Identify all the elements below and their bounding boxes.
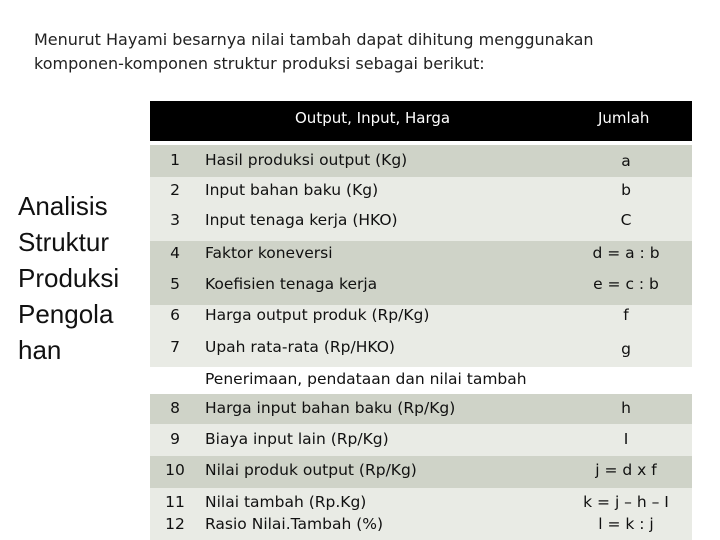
- row-amount: j = d x f: [595, 461, 657, 479]
- table-row: [150, 338, 692, 368]
- row-description: Upah rata-rata (Rp/HKO): [205, 338, 395, 356]
- table-row: [150, 179, 692, 209]
- row-amount: g: [621, 340, 631, 358]
- row-amount: d = a : b: [592, 244, 660, 262]
- row-amount: a: [621, 152, 631, 170]
- row-number: 11: [165, 493, 185, 511]
- table-row: [150, 394, 692, 424]
- section-row: [150, 367, 692, 397]
- header-output-input-harga: Output, Input, Harga: [295, 109, 451, 127]
- row-amount: k = j – h – I: [583, 493, 669, 511]
- row-amount: h: [621, 399, 631, 417]
- row-description: Harga input bahan baku (Rp/Kg): [205, 399, 456, 417]
- table-header: [150, 101, 692, 141]
- table-row: [150, 306, 692, 336]
- table-row: [150, 456, 692, 488]
- table-row: [150, 211, 692, 241]
- header-jumlah: Jumlah: [598, 109, 650, 127]
- row-number: 8: [170, 399, 180, 417]
- row-number: 7: [170, 338, 180, 356]
- row-description: Input bahan baku (Kg): [205, 181, 379, 199]
- row-number: 2: [170, 181, 180, 199]
- row-number: 6: [170, 306, 180, 324]
- row-number: 3: [170, 211, 180, 229]
- row-description: Rasio Nilai.Tambah (%): [205, 515, 384, 533]
- row-amount: l = k : j: [598, 515, 654, 533]
- section-label: Penerimaan, pendataan dan nilai tambah: [205, 370, 527, 388]
- row-description: Nilai tambah (Rp.Kg): [205, 493, 367, 511]
- row-description: Hasil produksi output (Kg): [205, 151, 408, 169]
- row-number: 1: [170, 151, 180, 169]
- row-number: 4: [170, 244, 180, 262]
- table-row: [150, 242, 692, 272]
- intro-paragraph: Menurut Hayami besarnya nilai tambah dapat dihitung menggunakan komponen-komponen struktur produksi sebagai berikut:: [34, 30, 594, 73]
- row-amount: C: [620, 211, 632, 229]
- row-description: Koefisien tenaga kerja: [205, 275, 378, 293]
- row-description: Input tenaga kerja (HKO): [205, 211, 398, 229]
- row-amount: f: [623, 306, 629, 324]
- row-description: Nilai produk output (Rp/Kg): [205, 461, 417, 479]
- table-row: [150, 515, 692, 535]
- table-row: [150, 145, 692, 177]
- row-description: Faktor koneversi: [205, 244, 333, 262]
- row-number: 10: [165, 461, 185, 479]
- row-number: 5: [170, 275, 180, 293]
- table-row: [150, 493, 692, 513]
- value-added-table: [150, 101, 692, 540]
- row-number: 9: [170, 430, 180, 448]
- row-description: Harga output produk (Rp/Kg): [205, 306, 430, 324]
- row-description: Biaya input lain (Rp/Kg): [205, 430, 389, 448]
- row-amount: b: [621, 181, 631, 199]
- side-title: Analisis Struktur Produksi Pengola han: [18, 191, 120, 365]
- table-row: [150, 424, 692, 456]
- row-number: 12: [165, 515, 185, 533]
- row-amount: I: [623, 430, 629, 448]
- table-row: [150, 273, 692, 303]
- row-amount: e = c : b: [593, 275, 659, 293]
